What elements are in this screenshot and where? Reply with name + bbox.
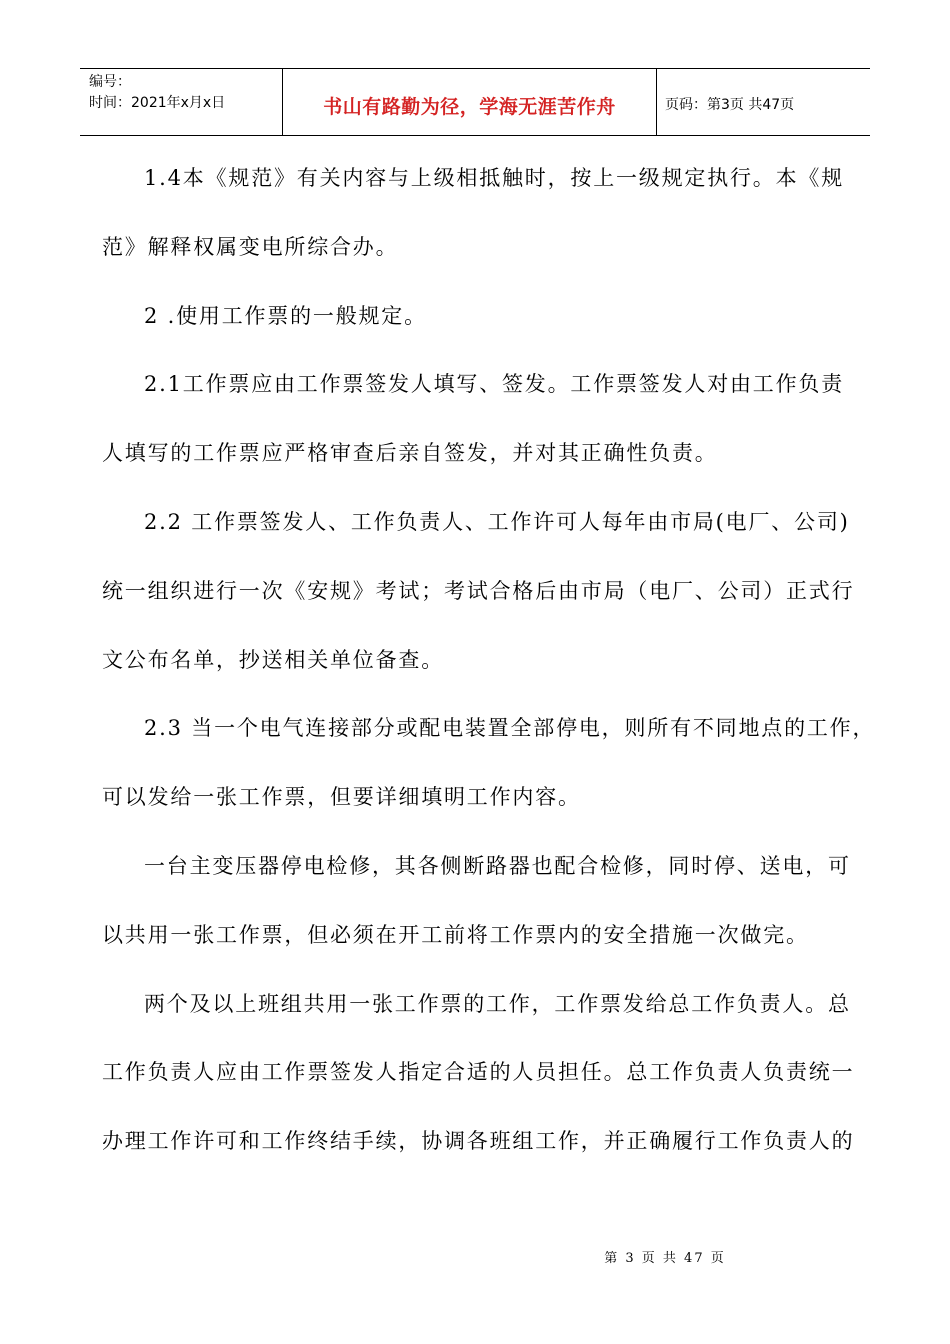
body-line: 办理工作许可和工作终结手续，协调各班组工作，并正确履行工作负责人的	[102, 1129, 855, 1154]
document-number-label: 编号：	[89, 74, 131, 90]
body-line: 可以发给一张工作票，但要详细填明工作内容。	[102, 785, 581, 810]
header-meta	[80, 69, 283, 135]
body-line: 一台主变压器停电检修，其各侧断路器也配合检修，同时停、送电，可	[144, 853, 851, 878]
page-footer: 第 3 页 共 47 页	[604, 1251, 726, 1266]
document-body	[102, 162, 876, 1194]
header-page-info: 页码：第3页 共47页	[665, 97, 795, 113]
body-line: 1.4本《规范》有关内容与上级相抵触时，按上一级规定执行。本《规	[144, 166, 844, 190]
body-line: 范》解释权属变电所综合办。	[102, 234, 399, 259]
body-line: 文公布名单，抄送相关单位备查。	[102, 647, 444, 672]
body-line: 以共用一张工作票，但必须在开工前将工作票内的安全措施一次做完。	[102, 922, 809, 947]
body-line: 两个及以上班组共用一张工作票的工作，工作票发给总工作负责人。总	[144, 991, 851, 1016]
body-line: 工作负责人应由工作票签发人指定合适的人员担任。总工作负责人负责统一	[102, 1060, 855, 1085]
body-line: 2 .使用工作票的一般规定。	[144, 303, 427, 328]
document-time: 时间：2021年x月x日	[89, 95, 226, 111]
body-line: 2.3 当一个电气连接部分或配电装置全部停电，则所有不同地点的工作，	[144, 716, 876, 741]
body-line: 人填写的工作票应严格审查后亲自签发，并对其正确性负责。	[102, 441, 718, 466]
body-line: 2.2 工作票签发人、工作负责人、工作许可人每年由市局(电厂、公司)	[144, 509, 850, 534]
page-header	[80, 68, 870, 136]
header-motto: 书山有路勤为径，学海无涯苦作舟	[283, 69, 657, 135]
body-line: 统一组织进行一次《安规》考试；考试合格后由市局（电厂、公司）正式行	[102, 578, 855, 603]
body-line: 2.1工作票应由工作票签发人填写、签发。工作票签发人对由工作负责	[144, 372, 844, 397]
